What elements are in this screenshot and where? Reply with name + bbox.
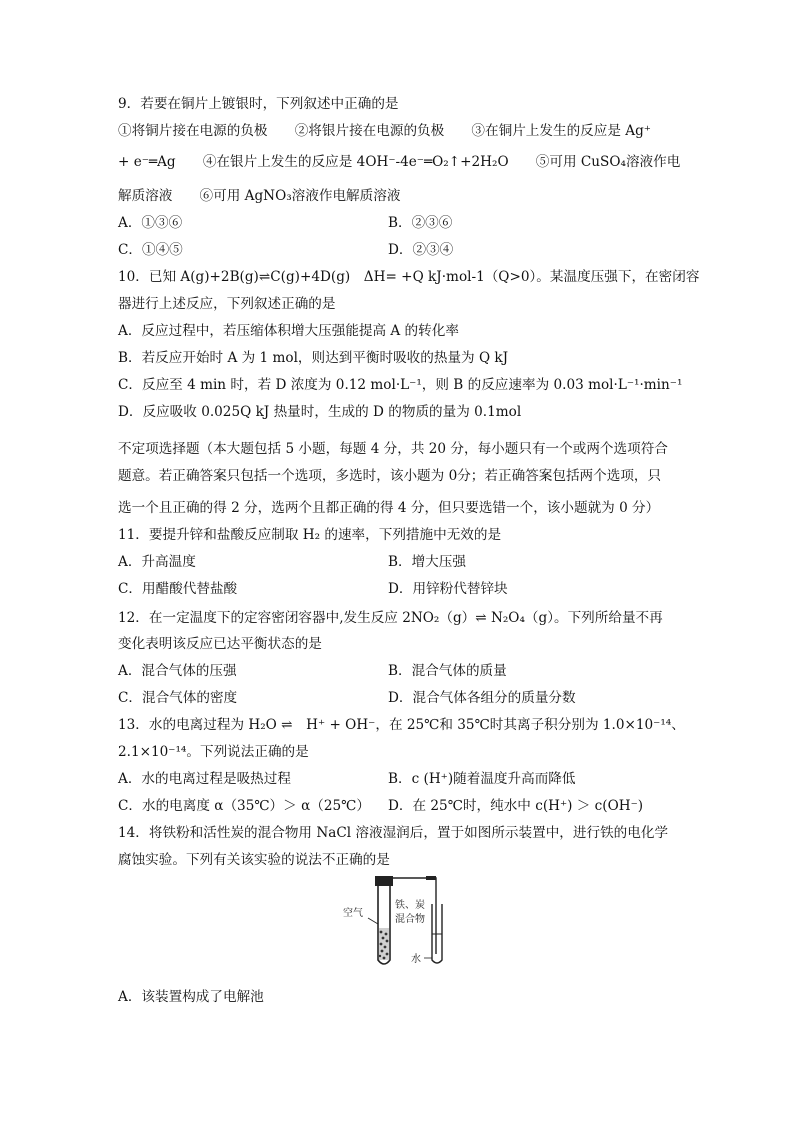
- q11-option-b: B．增大压强: [388, 554, 466, 570]
- label-water: 水: [411, 954, 421, 965]
- q9-stem: 9．若要在铜片上镀银时，下列叙述中正确的是: [118, 96, 399, 112]
- label-mixture: 混合物: [395, 914, 425, 925]
- label-air: 空气: [343, 908, 363, 919]
- q9-option-c: C．①④⑤: [118, 242, 183, 258]
- q10-option-b: B．若反应开始时 A 为 1 mol，则达到平衡时吸收的热量为 Q kJ: [118, 350, 509, 366]
- q12-option-c: C．混合气体的密度: [118, 690, 238, 706]
- q13-option-a: A．水的电离过程是吸热过程: [118, 771, 291, 787]
- q9-option-a: A．①③⑥: [118, 215, 183, 231]
- q13-option-b: B．c (H⁺)随着温度升高而降低: [388, 771, 576, 787]
- q9-option-d: D．②③④: [388, 242, 454, 258]
- q13-stem: 13．水的电离过程为 H₂O ⇌ H⁺ + OH⁻，在 25℃和 35℃时其离子积分别为 1.0×10⁻¹⁴、: [118, 717, 685, 733]
- q10-option-a: A．反应过程中，若压缩体积增大压强能提高 A 的转化率: [118, 323, 459, 339]
- q14-stem: 14．将铁粉和活性炭的混合物用 NaCl 溶液湿润后，置于如图所示装置中，进行铁的电化学: [118, 825, 669, 841]
- section-instructions: 题意。若正确答案只包括一个选项，多选时，该小题为 0分；若正确答案包括两个选项，只: [118, 468, 662, 484]
- iron-carbon-mixture: [379, 928, 389, 960]
- q12-option-d: D．混合气体各组分的质量分数: [388, 690, 576, 706]
- q11-option-d: D．用锌粉代替锌块: [388, 581, 508, 597]
- section-instructions: 不定项选择题（本大题包括 5 小题，每题 4 分，共 20 分，每小题只有一个或两个选项符合: [118, 441, 668, 457]
- q10-stem: 10．已知 A(g)+2B(g)⇌C(g)+4D(g) ΔH= +Q kJ·mol-1（Q>0）。某温度压强下，在密闭容: [118, 269, 700, 285]
- section-instructions: 选一个且正确的得 2 分，选两个且都正确的得 4 分，但只要选错一个，该小题就为 0 分）: [118, 500, 660, 516]
- q10-stem: 器进行上述反应，下列叙述正确的是: [118, 296, 336, 312]
- tube-joint: [426, 876, 436, 880]
- q12-option-b: B．混合气体的质量: [388, 663, 507, 679]
- q12-stem: 12．在一定温度下的定容密闭容器中,发生反应 2NO₂（g）⇌ N₂O₄（g）。下列所给量不再: [118, 610, 663, 626]
- q14-stem: 腐蚀实验。下列有关该实验的说法不正确的是: [118, 852, 390, 868]
- q11-option-a: A．升高温度: [118, 554, 196, 570]
- corrosion-apparatus-figure: [340, 874, 460, 970]
- q13-option-d: D．在 25℃时，纯水中 c(H⁺) ＞ c(OH⁻): [388, 798, 644, 814]
- q13-option-c: C．水的电离度 α（35℃）＞ α（25℃）: [118, 798, 370, 814]
- q9-option-b: B．②③⑥: [388, 215, 453, 231]
- q9-statement-line: ①将铜片接在电源的负极 ②将银片接在电源的负极 ③在铜片上发生的反应是 Ag⁺: [118, 123, 651, 139]
- q9-statement-line: + e⁻═Ag ④在银片上发生的反应是 4OH⁻-4e⁻═O₂↑+2H₂O ⑤可用 CuSO₄溶液作电: [118, 154, 681, 170]
- q14-option-a: A．该装置构成了电解池: [118, 989, 264, 1005]
- q12-stem: 变化表明该反应已达平衡状态的是: [118, 636, 322, 652]
- q12-option-a: A．混合气体的压强: [118, 663, 237, 679]
- q11-option-c: C．用醋酸代替盐酸: [118, 581, 238, 597]
- q9-statement-line: 解质溶液 ⑥可用 AgNO₃溶液作电解质溶液: [118, 188, 401, 204]
- q10-option-d: D．反应吸收 0.025Q kJ 热量时，生成的 D 的物质的量为 0.1mol: [118, 404, 522, 420]
- label-iron-carbon: 铁、炭: [395, 900, 425, 911]
- q11-stem: 11．要提升锌和盐酸反应制取 H₂ 的速率，下列措施中无效的是: [118, 527, 502, 543]
- q10-option-c: C．反应至 4 min 时，若 D 浓度为 0.12 mol·L⁻¹，则 B 的反应速率为 0.03 mol·L⁻¹·min⁻¹: [118, 377, 683, 393]
- q13-stem: 2.1×10⁻¹⁴。下列说法正确的是: [118, 744, 309, 760]
